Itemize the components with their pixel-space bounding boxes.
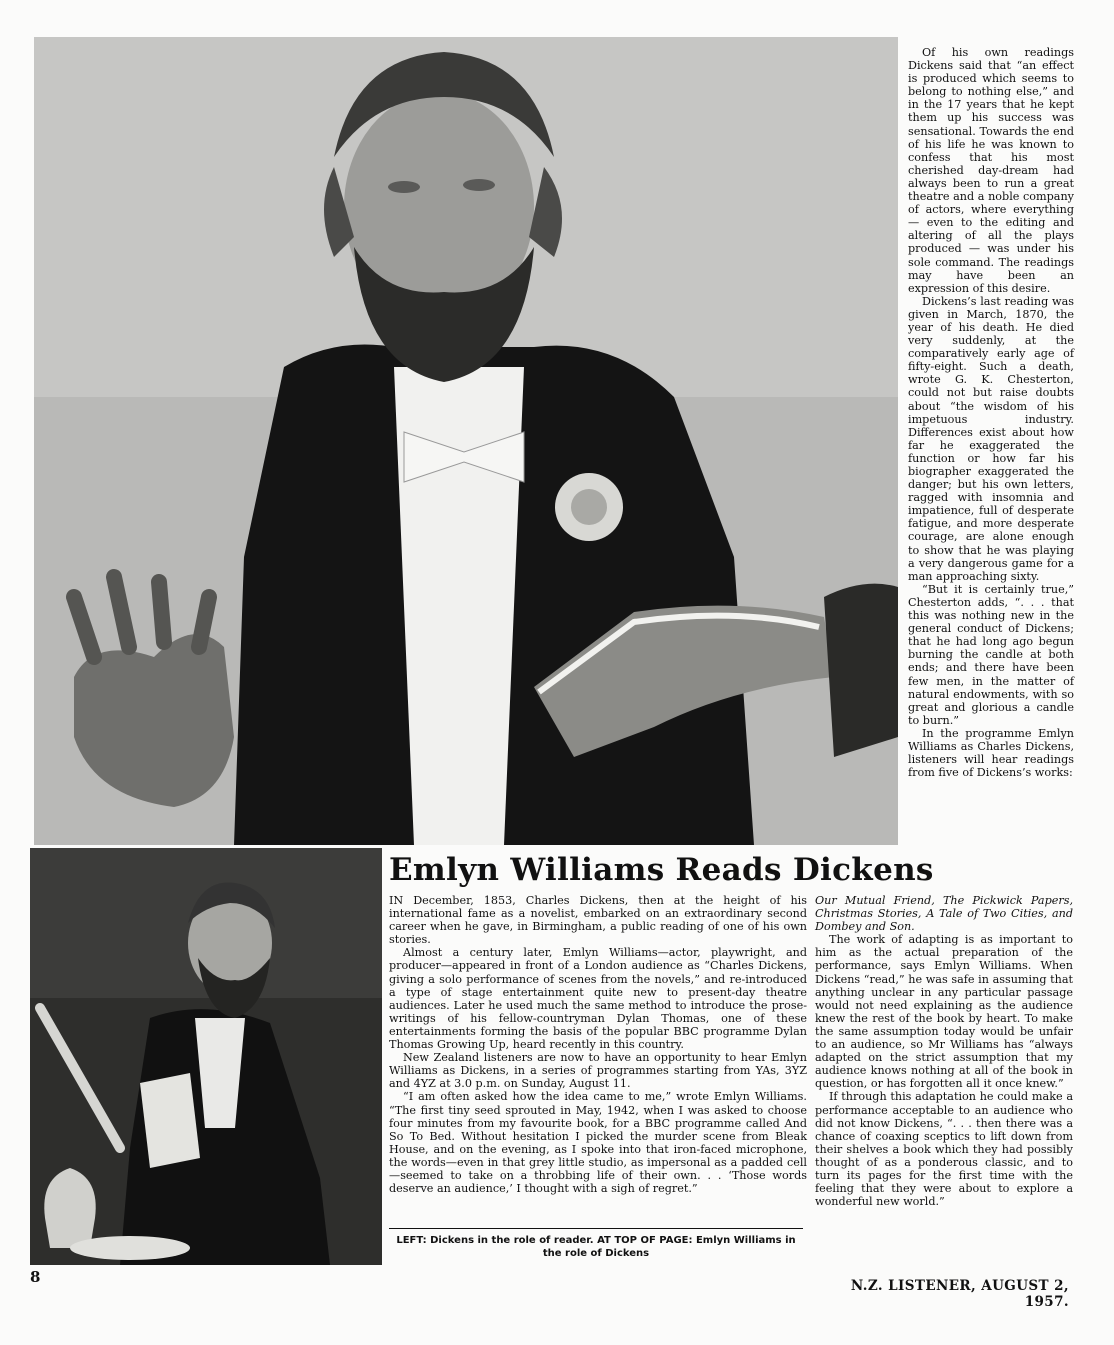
far-right-column <box>815 894 1073 1208</box>
middle-paragraph-4: “I am often asked how the idea came to me,” wrote Emlyn Williams. “The first tiny seed sprouted in May, 1942, when I was asked to choose four minutes from my favourite book, for a BBC programme called And So To Bed. Without hesitation I picked the murder scene from Bleak House, and on the evening, as I spoke into that iron-faced microphone, the words—even in that grey little studio, as impersonal as a padded cell—seemed to take on a throbbing life of their own. . . ‘Those words deserve an audience,’ I thought with a sigh of regret.” <box>389 1090 807 1196</box>
right-paragraph-3: “But it is certainly true,” Chesterton adds, “. . . that this was nothing new in the general conduct of Dickens; that he had long ago begun burning the candle at both ends; and there have been few men, in the matter of natural endowments, with so great and glorious a candle to burn.” <box>908 582 1074 727</box>
middle-column <box>389 894 807 1195</box>
headline: Emlyn Williams Reads Dickens <box>389 852 934 888</box>
emlyn-williams-portrait <box>34 37 898 845</box>
top-photo <box>34 37 898 845</box>
middle-paragraph-3: New Zealand listeners are now to have an opportunity to hear Emlyn Williams as Dickens, in a series of programmes starting from YAs, 3YZ and 4YZ at 3.0 p.m. on Sunday, August 11. <box>389 1051 807 1091</box>
far-paragraph-2: The work of adapting is as important to him as the actual preparation of the performance, says Emlyn Williams. When Dickens “read,” he was safe in assuming that anything unclear in any particular passage would not need explaining as the audience knew the rest of the book by heart. To make the same assumption today would be unfair to an audience, so Mr Williams has “always adapted on the strict assumption that my audience knows nothing at all of the book in question, or has forgotten all it once knew.” <box>815 933 1073 1091</box>
far-paragraph-3: If through this adaptation he could make a performance acceptable to an audience who did not know Dickens, “. . . then there was a chance of coaxing sceptics to lift down from their shelves a book which they had possibly thought of as a ponderous classic, and to turn its pages for the first time with the feeling that they were about to explore a wonderful new world.” <box>815 1090 1073 1209</box>
right-paragraph-4: In the programme Emlyn Williams as Charles Dickens, listeners will hear readings from five of Dickens’s works: <box>908 726 1074 780</box>
far-paragraph-1: Our Mutual Friend, The Pickwick Papers, Christmas Stories, A Tale of Two Cities, and Dombey and Son. <box>815 894 1073 934</box>
dickens-reading-portrait <box>30 848 382 1265</box>
right-paragraph-2: Dickens’s last reading was given in March, 1870, the year of his death. He died very suddenly, at the comparatively early age of fifty-eight. Such a death, wrote G. K. Chesterton, could not but raise doubts about “the wisdom of his impetuous industry. Differences exist about how far he exaggerated the function or how far his biographer exaggerated the danger; but his own letters, ragged with insomnia and impatience, full of desperate fatigue, and more desperate courage, are alone enough to show that he was playing a very dangerous game for a man approaching sixty. <box>908 294 1074 583</box>
right-column <box>908 46 1074 779</box>
right-paragraph-1: Of his own readings Dickens said that “an effect is produced which seems to belong to nothing else,” and in the 17 years that he kept them up his success was sensational. Towards the end of his life he was known to confess that his most cherished day-dream had always been to run a great theatre and a noble company of actors, where everything — even to the editing and altering of all the plays produced — was under his sole command. The readings may have been an expression of this desire. <box>908 46 1074 295</box>
middle-paragraph-2: Almost a century later, Emlyn Williams—actor, playwright, and producer—appeared in front of a London audience as “Charles Dickens, giving a solo performance of scenes from the novels,” and re-introduced a type of stage entertainment quite new to present-day theatre audiences. Later he used much the same method to introduce the prose-writings of his fellow-countryman Dylan Thomas, one of these entertainments forming the basis of the popular BBC programme Dylan Thomas Growing Up, heard recently in this country. <box>389 946 807 1052</box>
caption-rule <box>389 1228 803 1229</box>
page-number: 8 <box>30 1268 41 1286</box>
issue-line: N.Z. LISTENER, AUGUST 2, 1957. <box>850 1278 1069 1310</box>
left-photo <box>30 848 382 1265</box>
photo-caption: LEFT: Dickens in the role of reader. AT TOP OF PAGE: Emlyn Williams in the role of Dickens <box>396 1235 796 1259</box>
middle-paragraph-1: IN December, 1853, Charles Dickens, then at the height of his international fame as a novelist, embarked on an extraordinary second career when he gave, in Birmingham, a public reading of one of his own stories. <box>389 894 807 947</box>
